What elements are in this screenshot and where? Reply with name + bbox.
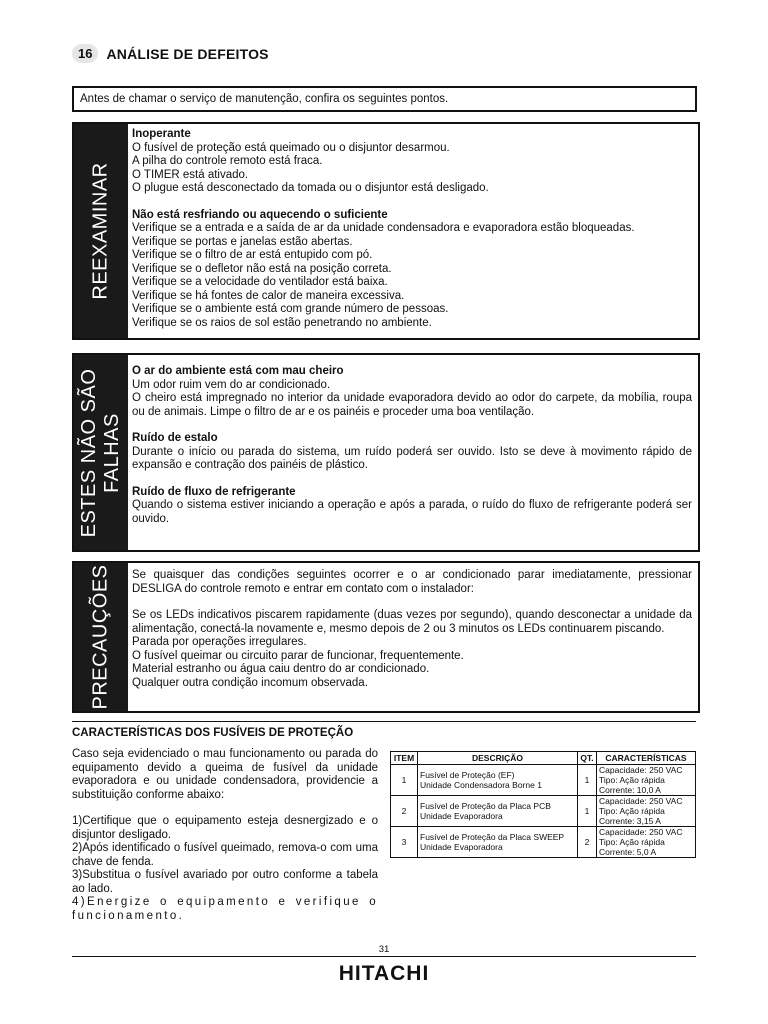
cell-qty: 1 [578, 796, 597, 827]
cell-item: 2 [391, 796, 418, 827]
paragraph: Se quaisquer das condições seguintes ocorrer e o ar condicionado parar imediatamente, pressionar DESLIGA do controle remoto e entrar em contato com o instalador: [132, 569, 692, 595]
table-header-row [391, 752, 696, 765]
cell-characteristics [597, 765, 696, 796]
characteristic-line: Capacidade: 250 VAC [599, 765, 683, 775]
list-item: Verifique se o ambiente está com grande número de pessoas. [132, 303, 449, 315]
side-label [78, 368, 124, 537]
item-text: O cheiro está impregnado no interior da unidade evaporadora devido ao odor do carpete, da mobília, roupa ou de animais. Limpe o filtro de ar e os painéis e proceder uma boa ventilação. [132, 392, 692, 418]
section-reexaminar [72, 122, 700, 340]
column-header: ITEM [391, 752, 418, 765]
page-header [72, 44, 269, 63]
characteristic-line: Corrente: 10,0 A [599, 785, 661, 795]
column-header: CARACTERÍSTICAS [597, 752, 696, 765]
side-tab [74, 563, 128, 711]
list-item: O TIMER está ativado. [132, 168, 249, 181]
step: 1)Certifique que o equipamento esteja desnergizado e o disjuntor desligado. [72, 815, 378, 841]
list-item: Material estranho ou água caiu dentro do ar condicionado. [132, 663, 430, 675]
list-item: O plugue está desconectado da tomada ou o disjuntor está desligado. [132, 182, 489, 194]
cell-characteristics [597, 827, 696, 858]
characteristic-line: Capacidade: 250 VAC [599, 827, 683, 837]
item-title: Ruído de fluxo de refrigerante [132, 485, 296, 498]
list-item: Parada por operações irregulares. [132, 636, 307, 648]
cell-description [418, 796, 578, 827]
description-line: Fusível de Proteção da Placa PCB [420, 801, 551, 811]
side-label-line: ESTES NÃO SÃO [78, 368, 100, 537]
footer-divider [72, 956, 696, 957]
section-precaucoes [72, 561, 700, 713]
intro-box: Antes de chamar o serviço de manutenção, confira os seguintes pontos. [72, 86, 697, 112]
list-item: Verifique se os raios de sol estão penetrando no ambiente. [132, 316, 432, 329]
list-item: Verifique se o filtro de ar está entupido com pó. [132, 249, 373, 261]
cell-characteristics [597, 796, 696, 827]
step: 3)Substitua o fusível avariado por outro conforme a tabela ao lado. [72, 869, 378, 895]
item-text: Quando o sistema estiver iniciando a operação e após a parada, o ruído do fluxo de refrigerante poderá ser ouvido. [132, 499, 692, 525]
characteristic-line: Tipo: Ação rápida [599, 806, 665, 816]
section-nao-falhas [72, 353, 700, 552]
description-line: Fusível de Proteção (EF) [420, 770, 515, 780]
group-title: Não está resfriando ou aquecendo o suficiente [132, 208, 388, 221]
list-item: Qualquer outra condição incomum observada. [132, 676, 368, 689]
item-title: O ar do ambiente está com mau cheiro [132, 365, 344, 377]
list-item: O fusível de proteção está queimado ou o disjuntor desarmou. [132, 141, 450, 154]
description-line: Unidade Evaporadora [420, 842, 503, 852]
side-tab [74, 124, 128, 338]
description-line: Unidade Condensadora Borne 1 [420, 780, 542, 790]
fuse-instructions [72, 748, 378, 923]
cell-description [418, 765, 578, 796]
fuse-table [390, 751, 696, 858]
list-item: Verifique se há fontes de calor de maneira excessiva. [132, 289, 405, 302]
chapter-number: 16 [72, 44, 98, 63]
fuse-section-title: CARACTERÍSTICAS DOS FUSÍVEIS DE PROTEÇÃO [72, 727, 354, 739]
side-tab [74, 355, 128, 550]
side-label-line: FALHAS [101, 412, 123, 493]
cell-qty: 1 [578, 765, 597, 796]
table-row [391, 796, 696, 827]
item-text: Um odor ruim vem do ar condicionado. [132, 378, 331, 391]
side-label: REEXAMINAR [89, 162, 112, 300]
characteristic-line: Corrente: 3,15 A [599, 816, 661, 826]
page-number: 31 [378, 944, 390, 955]
section-content [128, 124, 698, 338]
list-item: Verifique se a entrada e a saída de ar da unidade condensadora e evaporadora estão bloqueadas. [132, 222, 635, 234]
table-row [391, 765, 696, 796]
side-label: PRECAUÇÕES [89, 564, 112, 710]
characteristic-line: Tipo: Ação rápida [599, 775, 665, 785]
item-text: Durante o início ou parada do sistema, um ruído poderá ser ouvido. Isto se deve à movimento rápido de expansão e contração dos painéis de plástico. [132, 445, 692, 471]
chapter-title: ANÁLISE DE DEFEITOS [106, 45, 269, 62]
section-content [128, 563, 698, 711]
list-item: Verifique se a velocidade do ventilador está baixa. [132, 276, 388, 288]
cell-item: 1 [391, 765, 418, 796]
characteristic-line: Corrente: 5,0 A [599, 847, 657, 857]
brand-logo: HITACHI [338, 962, 430, 985]
cell-item: 3 [391, 827, 418, 858]
cell-qty: 2 [578, 827, 597, 858]
list-item: Verifique se portas e janelas estão abertas. [132, 235, 353, 248]
characteristic-line: Tipo: Ação rápida [599, 837, 665, 847]
group-title: Inoperante [132, 128, 191, 140]
step: 4)Energize o equipamento e verifique o funcionamento. [72, 896, 378, 922]
characteristic-line: Capacidade: 250 VAC [599, 796, 683, 806]
step: 2)Após identificado o fusível queimado, remova-o com uma chave de fenda. [72, 842, 378, 868]
divider [72, 721, 696, 722]
description-line: Fusível de Proteção da Placa SWEEP [420, 832, 565, 842]
section-content [128, 355, 698, 550]
description-line: Unidade Evaporadora [420, 811, 503, 821]
table-row [391, 827, 696, 858]
list-item: O fusível queimar ou circuito parar de funcionar, frequentemente. [132, 649, 464, 662]
paragraph: Se os LEDs indicativos piscarem rapidamente (duas vezes por segundo), quando desconectar a unidade da alimentação, conectá-la novamente e, mesmo depois de 2 ou 3 minutos os LEDs continuarem piscando. [132, 609, 692, 635]
item-title: Ruído de estalo [132, 432, 218, 444]
cell-description [418, 827, 578, 858]
list-item: Verifique se o defletor não está na posição correta. [132, 262, 392, 275]
paragraph: Caso seja evidenciado o mau funcionamento ou parada do equipamento devido a queima de fusível da unidade evaporadora e ou unidade condensadora, providencie a substituição conforme abaixo: [72, 748, 378, 801]
column-header: QT. [578, 752, 597, 765]
list-item: A pilha do controle remoto está fraca. [132, 155, 323, 167]
column-header: DESCRIÇÃO [418, 752, 578, 765]
